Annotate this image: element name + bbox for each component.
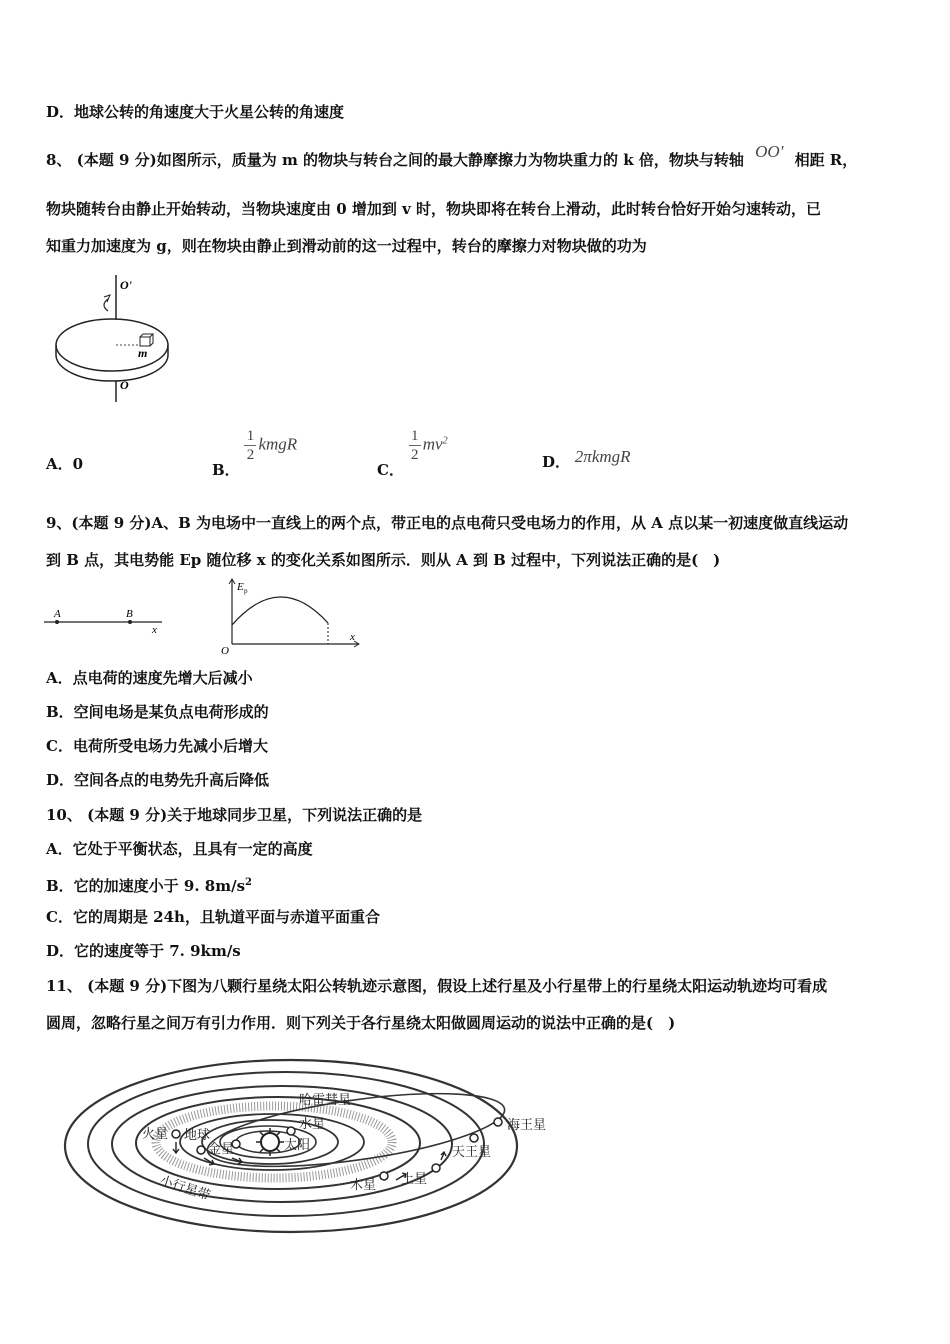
q7-option-d: D．地球公转的角速度大于火星公转的角速度	[46, 103, 345, 121]
q8-axis-symbol: OO'	[755, 142, 784, 161]
q10-option-d: D．它的速度等于 7. 9km/s	[46, 942, 241, 960]
q8-stem-line3: 知重力加速度为 g，则在物块由静止到滑动前的这一过程中，转台的摩擦力对物块做的功为	[46, 237, 647, 255]
q10-stem: 10、 (本题 9 分)关于地球同步卫星，下列说法正确的是	[46, 806, 423, 824]
q10-option-b: B．它的加速度小于 9. $8m/s^2$	[46, 877, 252, 895]
q8-option-c: C． $\frac{1}{2}$ $mv^2$	[377, 428, 448, 479]
q8-option-b-fraction: $\frac{1}{2}$	[244, 428, 256, 463]
q8-stem-end: 相距 R，	[794, 151, 858, 169]
q8-stem-line1	[46, 142, 858, 170]
q11-label-mars: 火星	[142, 1127, 169, 1142]
q11-stem-line1: 11、 (本题 9 分)下图为八颗行星绕太阳公转轨迹示意图，假设上述行星及小行星带上的行星绕太阳运动轨迹均可看成	[46, 977, 828, 995]
q8-label-top: O'	[120, 278, 132, 292]
q9-label-origin: O	[221, 645, 229, 657]
q11-label-venus: 金星	[208, 1142, 235, 1157]
q9-label-x2: x	[350, 631, 355, 643]
q8-option-a: A．0	[46, 455, 84, 473]
q11-label-jupiter: 木星	[350, 1178, 377, 1193]
q11-stem-line2: 圆周，忽略行星之间万有引力作用．则下列关于各行星绕太阳做圆周运动的说法中正确的是( )	[46, 1014, 676, 1032]
q9-label-b: B	[126, 608, 133, 620]
q8-stem-text: 8、 (本题 9 分)如图所示，质量为 m 的物块与转台之间的最大静摩擦力为物块重力的 k 倍，物块与转轴	[46, 151, 744, 169]
q9-stem-line2: 到 B 点，其电势能 Ep 随位移 x 的变化关系如图所示．则从 A 到 B 过程中，下列说法正确的是( )	[46, 551, 721, 569]
q8-stem-line2: 物块随转台由静止开始转动，当物块速度由 0 增加到 v 时，物块即将在转台上滑动，此时转台恰好开始匀速转动，已	[46, 200, 822, 218]
q8-option-c-fraction: $\frac{1}{2}$	[409, 428, 421, 463]
q11-label-uranus: 天王星	[452, 1145, 492, 1160]
q9-label-ep-sub: p	[244, 587, 248, 595]
q11-label-mercury: 水星	[299, 1117, 326, 1132]
q9-label-x1: x	[152, 624, 157, 636]
q9-option-c: C．电荷所受电场力先减小后增大	[46, 737, 268, 755]
q9-label-a: A	[54, 608, 61, 620]
q8-option-b: B． $\frac{1}{2}$ kmgR	[212, 428, 298, 479]
q11-label-neptune: 海王星	[507, 1118, 547, 1133]
q11-label-earth: 地球	[184, 1128, 211, 1143]
q9-label-ep: E	[237, 581, 244, 593]
q8-option-d: D． 2πkmgR	[542, 447, 631, 471]
q11-label-sun: 太阳	[284, 1138, 311, 1153]
q8-label-bottom: O	[120, 378, 129, 392]
q11-label-saturn: 土星	[401, 1172, 428, 1187]
q10-option-a: A．它处于平衡状态，且具有一定的高度	[46, 840, 313, 858]
q9-option-b: B．空间电场是某负点电荷形成的	[46, 703, 269, 721]
q9-ab-line-figure	[44, 604, 169, 634]
q11-solar-system-figure	[46, 1050, 561, 1240]
q10-option-c: C．它的周期是 24h，且轨道平面与赤道平面重合	[46, 908, 380, 926]
q9-ep-graph	[218, 578, 363, 656]
q8-label-m: m	[138, 346, 148, 360]
q11-label-halley: 哈雷彗星	[299, 1093, 352, 1108]
q9-option-d: D．空间各点的电势先升高后降低	[46, 771, 270, 789]
q9-option-a: A．点电荷的速度先增大后减小	[46, 669, 253, 687]
q9-stem-line1: 9、(本题 9 分)A、B 为电场中一直线上的两个点，带正电的点电荷只受电场力的作用，从 A 点以某一初速度做直线运动	[46, 514, 849, 532]
q8-turntable-figure	[50, 275, 180, 405]
q11-label-asteroid-belt: 小行星带	[157, 1173, 212, 1204]
